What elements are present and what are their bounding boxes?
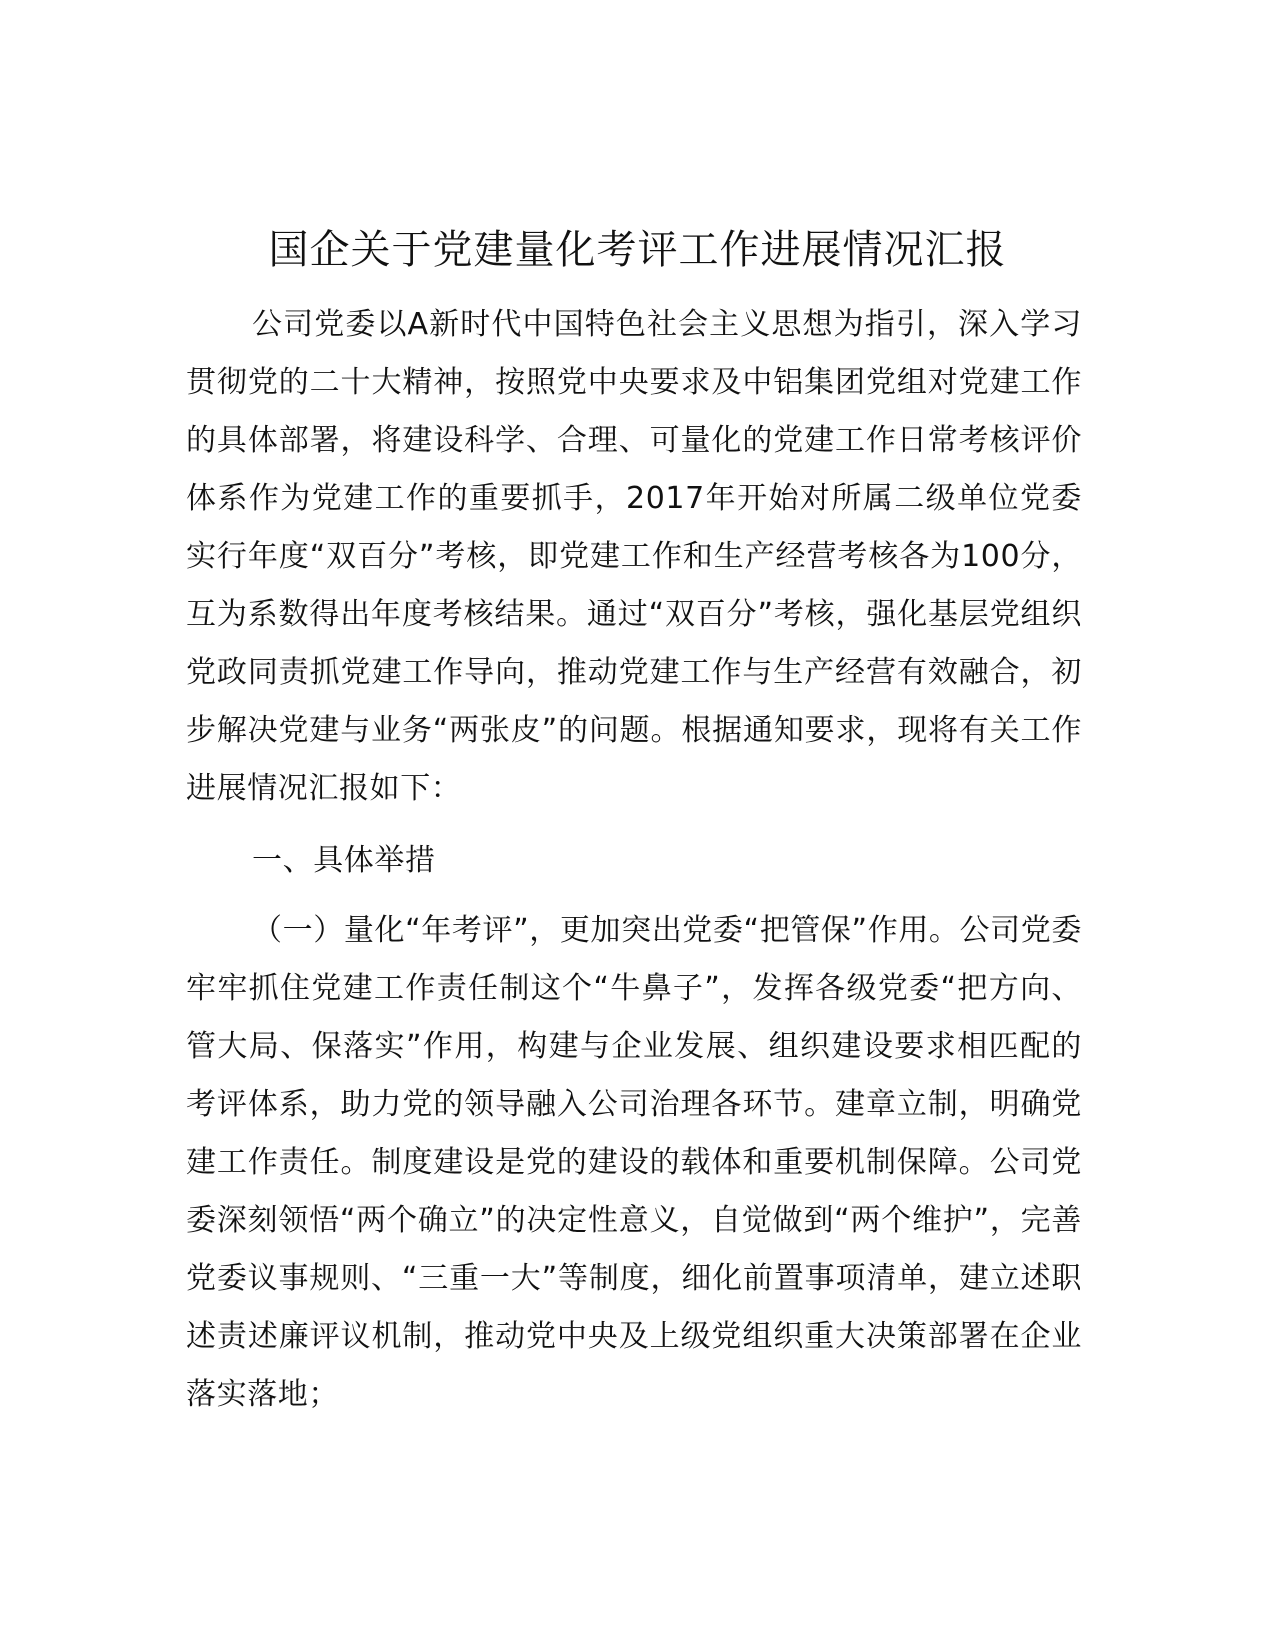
section-heading-measures: 一、具体举措 <box>252 843 436 878</box>
document-body <box>186 296 1082 1424</box>
subsection-paragraph-annual-evaluation: （一）量化“年考评”，更加突出党委“把管保”作用。公司党委牢牢抓住党建工作责任制这个“牛鼻子”，发挥各级党委“把方向、管大局、保落实”作用，构建与企业发展、组织建设要求相匹配的考评体系，助力党的领导融入公司治理各环节。建章立制，明确党建工作责任。制度建设是党的建设的载体和重要机制保障。公司党委深刻领悟“两个确立”的决定性意义，自觉做到“两个维护”，完善党委议事规则、“三重一大”等制度，细化前置事项清单，建立述职述责述廉评议机制，推动党中央及上级党组织重大决策部署在企业落实落地； <box>186 913 1082 1412</box>
intro-paragraph: 公司党委以A新时代中国特色社会主义思想为指引，深入学习贯彻党的二十大精神，按照党中央要求及中铝集团党组对党建工作的具体部署，将建设科学、合理、可量化的党建工作日常考核评价体系作为党建工作的重要抓手，2017年开始对所属二级单位党委实行年度“双百分”考核，即党建工作和生产经营考核各为100分，互为系数得出年度考核结果。通过“双百分”考核，强化基层党组织党政同责抓党建工作导向，推动党建工作与生产经营有效融合，初步解决党建与业务“两张皮”的问题。根据通知要求，现将有关工作进展情况汇报如下： <box>186 307 1082 806</box>
document-title: 国企关于党建量化考评工作进展情况汇报 <box>268 227 1007 273</box>
